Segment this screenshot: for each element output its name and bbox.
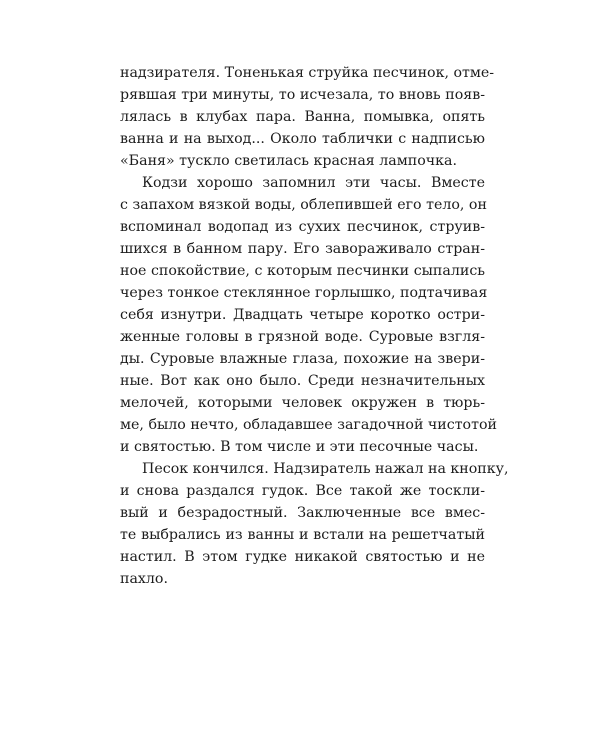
text-line: ме, было нечто, обладавшее загадочной чистотой (120, 417, 497, 433)
text-line: ные. Вот как оно было. Среди незначительных (120, 373, 485, 389)
text-line: шихся в банном пару. Его завораживало стран- (120, 241, 485, 257)
text-line: настил. В этом гудке никакой святостью и не (120, 549, 485, 565)
text-line: «Баня» тускло светилась красная лампочка. (120, 153, 457, 169)
paragraph-1 (120, 62, 495, 172)
text-line: те выбрались из ванны и встали на решетчатый (120, 527, 485, 543)
text-line: себя изнутри. Двадцать четыре коротко остри- (120, 307, 485, 323)
text-line: через тонкое стеклянное горлышко, подтачивая (120, 285, 488, 301)
text-line: мелочей, которыми человек окружен в тюрь- (120, 395, 485, 411)
text-line: с запахом вязкой воды, облепившей его тело, он (120, 197, 487, 213)
text-line: пахло. (120, 571, 168, 587)
text-line: ды. Суровые влажные глаза, похожие на звери- (120, 351, 485, 367)
text-line: надзирателя. Тоненькая струйка песчинок, отме- (120, 65, 495, 81)
text-line: Кодзи хорошо запомнил эти часы. Вместе (142, 175, 485, 191)
text-line: рявшая три минуты, то исчезала, то вновь появ- (120, 87, 485, 103)
text-line: лялась в клубах пара. Ванна, помывка, опять (120, 109, 485, 125)
text-line: вый и безрадостный. Заключенные все вмес- (120, 505, 485, 521)
text-line: и святостью. В том числе и эти песочные часы. (120, 439, 479, 455)
text-line: ванна и на выход... Около таблички с надписью (120, 131, 485, 147)
text-line: вспоминал водопад из сухих песчинок, струив- (120, 219, 485, 235)
paragraph-2 (120, 172, 497, 458)
text-line: и снова раздался гудок. Все такой же тоскли- (120, 483, 485, 499)
text-line: ное спокойствие, с которым песчинки сыпались (120, 263, 485, 279)
paragraph-3 (120, 458, 509, 590)
text-line: женные головы в грязной воде. Суровые взгля- (120, 329, 485, 345)
body-text (120, 62, 509, 590)
text-line: Песок кончился. Надзиратель нажал на кнопку, (142, 461, 509, 477)
